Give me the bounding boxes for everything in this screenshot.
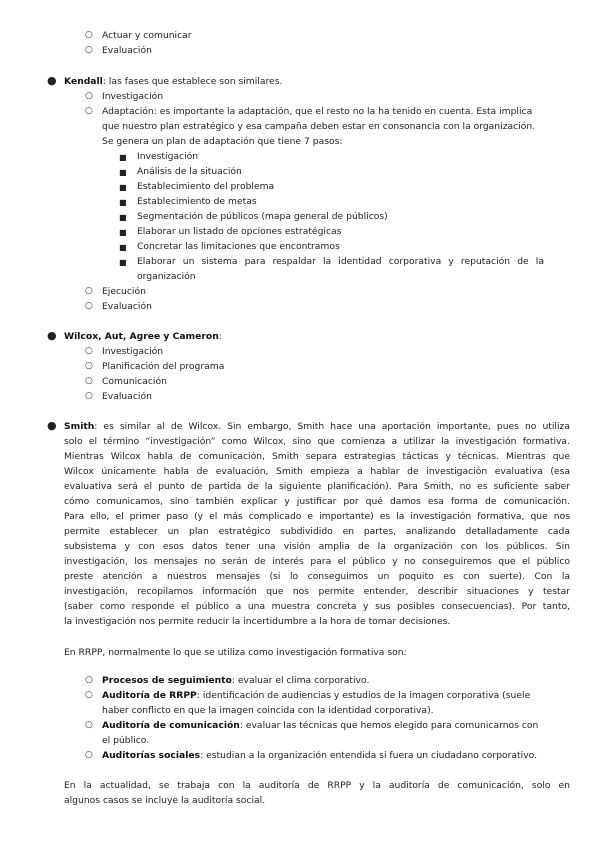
adaptation-line: Adaptación: es importante la adaptación, que el resto no la ha tenido en cuenta. Esta implica [102,106,533,117]
square-bullet-icon: ■ [119,258,127,267]
circle-bullet-icon: ○ [85,675,93,685]
list-item: Planificación del programa [102,361,225,372]
list-item: Establecimiento de metas [137,196,257,207]
circle-bullet-icon: ○ [85,690,93,700]
list-item: Auditoría de comunicación: evaluar las técnicas que hemos elegido para comunicarnos con [102,720,539,731]
list-item: Segmentación de públicos (mapa general de públicos) [137,211,388,222]
circle-bullet-icon: ○ [85,361,93,371]
list-item: Evaluación [102,301,152,312]
adaptation-line: que nuestro plan estratégico y esa campaña deben estar en consonancia con la organización. [102,121,536,132]
list-item: Auditorías sociales: estudian a la organización entendida si fuera un ciudadano corporativo. [102,750,538,761]
dot-bullet-icon: ● [47,329,57,342]
closing-paragraph: En la actualidad, se trabaja con la auditoría de RRPP y la auditoría de comunicación, solo en algunos casos se incluye la auditoría social. [64,780,570,806]
list-item: Concretar las limitaciones que encontramos [137,241,340,252]
list-item-continuation: haber conflicto en que la imagen coincida con la identidad corporativa). [102,705,434,716]
list-item: Ejecución [102,286,146,297]
list-item: Elaborar un sistema para respaldar la identidad corporativa y reputación de la [137,256,544,267]
circle-bullet-icon: ○ [85,376,93,386]
circle-bullet-icon: ○ [85,45,93,55]
list-item: Actuar y comunicar [102,30,192,41]
square-bullet-icon: ■ [119,198,127,207]
square-bullet-icon: ■ [119,243,127,252]
circle-bullet-icon: ○ [85,30,93,40]
list-item: Análisis de la situación [137,166,242,177]
circle-bullet-icon: ○ [85,391,93,401]
square-bullet-icon: ■ [119,183,127,192]
list-item: Auditoría de RRPP: identificación de audiencias y estudios de la imagen corporativa (suele [102,690,531,701]
square-bullet-icon: ■ [119,228,127,237]
adaptation-line: Se genera un plan de adaptación que tiene 7 pasos: [102,136,343,147]
kendall-heading: Kendall: las fases que establece son similares. [64,76,283,87]
list-item: Investigación [137,151,199,162]
list-item: Elaborar un listado de opciones estratégicas [137,226,342,237]
circle-bullet-icon: ○ [85,301,93,311]
list-item: Investigación [102,91,164,102]
circle-bullet-icon: ○ [85,91,93,101]
circle-bullet-icon: ○ [85,286,93,296]
smith-paragraph: Smith: es similar al de Wilcox. Sin embargo, Smith hace una aportación importante, pues no utiliza solo el término “investigación” como Wilcox, sino que comienza a utilizar la investigación formativa. Mientras Wilcox habla de comunicación, Smith separa estrategias tácticas y técnicas. Mientras que Wilcox únicamente habla de evaluación, Smith empieza a hablar de investigación evaluativa (esa evaluativa será el punto de partida de la siguiente planificación). Para Smith, no es suficiente saber cómo comunicamos, sino también explicar y justificar por qué damos esa forma de comunicación. Para ello, el primer paso (y el más complicado e importante) es la investigación formativa, que nos permite establecer un plan estratégico subdividido en partes, analizando detalladamente cada subsistema y con esos datos tener una visión amplia de la organización con los públicos. Sin investigación, los mensajes no serán de interés para el público y no conseguiremos que el público preste atención a nuestros mensajes (si lo conseguimos un poquito es con suerte). Con la investigación, recopilamos información que nos permite entender, describir situaciones y testar (saber como responde el público a una muestra concreta y sus posibles consecuencias). Por tanto, la investigación nos permite reducir la incertidumbre a la hora de tomar decisiones. [64,421,570,627]
list-item-continuation: el público. [102,735,150,746]
dot-bullet-icon: ● [47,74,57,87]
circle-bullet-icon: ○ [85,346,93,356]
list-item: Evaluación [102,45,152,56]
rrpp-intro: En RRPP, normalmente lo que se utiliza como investigación formativa son: [64,647,407,658]
square-bullet-icon: ■ [119,168,127,177]
square-bullet-icon: ■ [119,213,127,222]
list-item: Investigación [102,346,164,357]
circle-bullet-icon: ○ [85,106,93,116]
wilcox-heading: Wilcox, Aut, Agree y Cameron: [64,331,222,342]
list-item: organización [137,271,196,282]
circle-bullet-icon: ○ [85,750,93,760]
circle-bullet-icon: ○ [85,720,93,730]
list-item: Procesos de seguimiento: evaluar el clima corporativo. [102,675,370,686]
square-bullet-icon: ■ [119,153,127,162]
dot-bullet-icon: ● [47,419,57,432]
list-item: Establecimiento del problema [137,181,275,192]
list-item: Comunicación [102,376,167,387]
list-item: Evaluación [102,391,152,402]
